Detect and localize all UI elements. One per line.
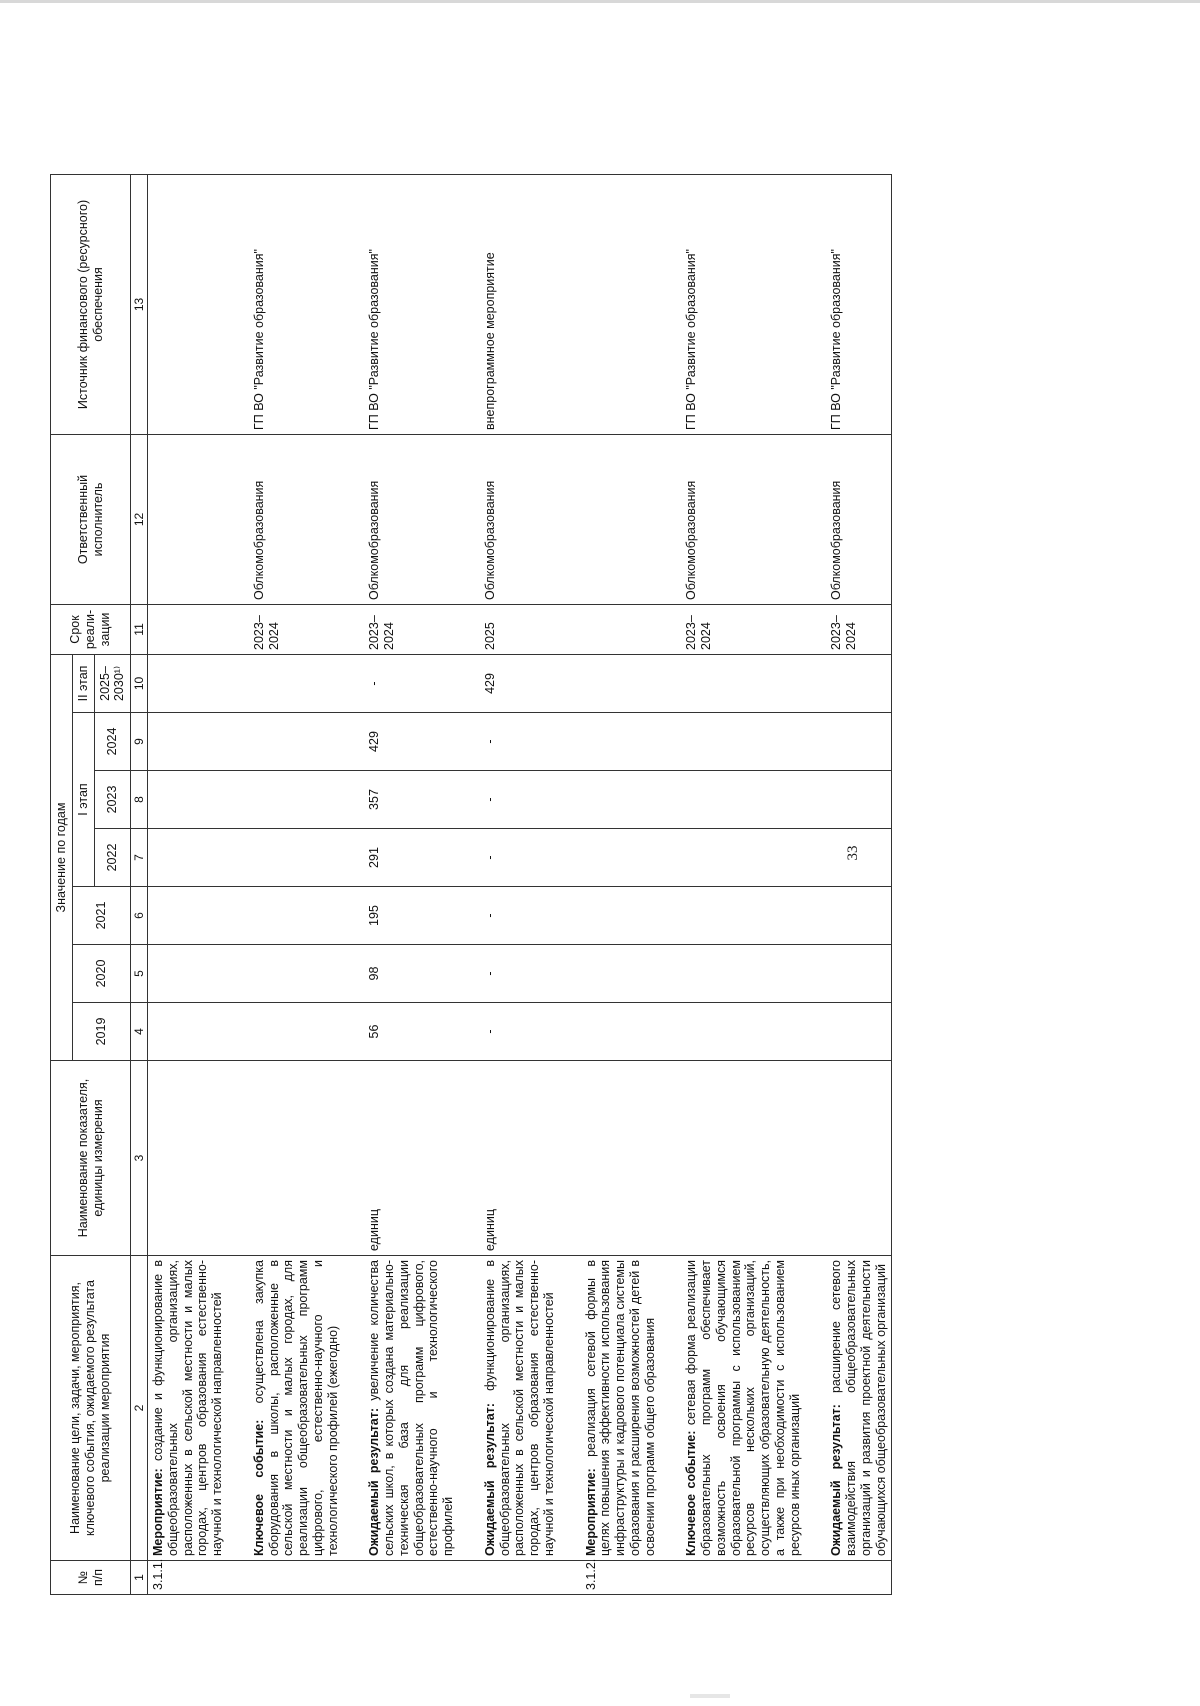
table-row (805, 174, 892, 1594)
cell-v2021 (148, 887, 228, 945)
cell-v2025 (228, 654, 344, 712)
row-label: Ключевое событие: (684, 1430, 699, 1556)
table-row (459, 174, 560, 1594)
row-text: создание и функционирование в общеобразовательных организациях, расположенных в сельской местности и малых городах, центров образования естественно-научной и технологической направленностей (151, 1260, 225, 1556)
cell-term: 2023–2024 (228, 604, 344, 654)
cell-v2019 (560, 1003, 661, 1061)
cell-v2025 (805, 654, 892, 712)
cell-no (805, 1561, 892, 1595)
cell-v2020: 98 (343, 945, 459, 1003)
header-indicator: Наименование показателя, единицы измерения (51, 1061, 131, 1256)
row-description (148, 1256, 228, 1561)
cell-source: внепрограммное мероприятие (459, 174, 560, 434)
row-text: осуществлена закупка оборудования в школы, расположенные в сельской местности и малых городах, для реализации общеобразовательных программ цифрового, естественно-научного и технологического профилей (ежегодно) (251, 1260, 340, 1556)
rotated-table-sheet (50, 95, 1150, 1655)
cell-executor (560, 434, 661, 604)
scan-artifact (690, 1694, 730, 1698)
row-label: Мероприятие: (583, 1468, 598, 1556)
column-number: 11 (131, 604, 148, 654)
cell-no (459, 1561, 560, 1595)
cell-term: 2023–2024 (660, 604, 805, 654)
cell-indicator (660, 1061, 805, 1256)
cell-v2023 (228, 771, 344, 829)
header-term: Срок реали- зации (51, 604, 131, 654)
cell-term (148, 604, 228, 654)
row-description (343, 1256, 459, 1561)
cell-indicator (560, 1061, 661, 1256)
cell-v2024 (660, 713, 805, 771)
column-number: 8 (131, 771, 148, 829)
cell-executor: Облкомобразования (805, 434, 892, 604)
cell-source: ГП ВО "Развитие образования" (228, 174, 344, 434)
column-number: 9 (131, 713, 148, 771)
cell-v2020: - (459, 945, 560, 1003)
cell-v2019: - (459, 1003, 560, 1061)
cell-v2024: 429 (343, 713, 459, 771)
cell-v2021 (228, 887, 344, 945)
cell-term: 2023–2024 (343, 604, 459, 654)
cell-v2019 (660, 1003, 805, 1061)
cell-v2025 (148, 654, 228, 712)
cell-v2023: 357 (343, 771, 459, 829)
cell-v2020 (148, 945, 228, 1003)
row-description (805, 1256, 892, 1561)
column-number: 12 (131, 434, 148, 604)
cell-term: 2023–2024 (805, 604, 892, 654)
cell-indicator: единиц (459, 1061, 560, 1256)
table-row (660, 174, 805, 1594)
column-number: 10 (131, 654, 148, 712)
cell-source (560, 174, 661, 434)
cell-source: ГП ВО "Развитие образования" (805, 174, 892, 434)
row-label: Ключевое событие: (251, 1419, 266, 1556)
header-2022: 2022 (94, 829, 131, 887)
header-stage-1: I этап (72, 713, 94, 887)
row-description (560, 1256, 661, 1561)
cell-v2020 (660, 945, 805, 1003)
cell-no (660, 1561, 805, 1595)
cell-v2019 (148, 1003, 228, 1061)
cell-no (228, 1561, 344, 1595)
cell-executor: Облкомобразования (228, 434, 344, 604)
cell-v2025 (660, 654, 805, 712)
row-text: увеличение количества сельских школ, в которых создана материально-техническая база для реализации общеобразовательных программ цифрового, естественно-научного и технологического профилей (367, 1259, 456, 1556)
cell-v2022 (805, 829, 892, 887)
cell-v2024 (148, 713, 228, 771)
cell-v2021 (660, 887, 805, 945)
header-no: № п/п (51, 1561, 131, 1595)
header-name: Наименование цели, задачи, мероприятия, ключевого события, ожидаемого результата реализации мероприятия (51, 1256, 131, 1561)
cell-source: ГП ВО "Развитие образования" (660, 174, 805, 434)
cell-indicator (805, 1061, 892, 1256)
cell-v2025 (560, 654, 661, 712)
column-number: 3 (131, 1061, 148, 1256)
cell-executor: Облкомобразования (343, 434, 459, 604)
cell-v2023 (805, 771, 892, 829)
table-row (148, 174, 228, 1594)
cell-v2024: - (459, 713, 560, 771)
column-number: 1 (131, 1561, 148, 1595)
row-text: сетевая форма реализации образовательных программ обеспечивает возможность освоения обучающимся образовательной программы с использованием ресурсов нескольких организаций, осуществляющих образовательную деятельность, а также при необходимости с использованием ресурсов иных организаций (684, 1260, 802, 1556)
cell-v2021 (805, 887, 892, 945)
cell-v2024 (805, 713, 892, 771)
scan-top-edge (0, 0, 1200, 3)
cell-v2022 (148, 829, 228, 887)
cell-no: 3.1.1. (148, 1561, 228, 1595)
cell-v2021: 195 (343, 887, 459, 945)
cell-v2023: - (459, 771, 560, 829)
cell-term (560, 604, 661, 654)
header-executor: Ответственный исполнитель (51, 434, 131, 604)
cell-indicator (228, 1061, 344, 1256)
cell-v2019 (805, 1003, 892, 1061)
table-body (148, 174, 892, 1594)
page-number: 33 (845, 845, 861, 861)
table-row (560, 174, 661, 1594)
cell-no (343, 1561, 459, 1595)
cell-v2019: 56 (343, 1003, 459, 1061)
cell-v2022 (228, 829, 344, 887)
cell-v2023 (660, 771, 805, 829)
table-row (228, 174, 344, 1594)
header-2021: 2021 (72, 887, 130, 945)
header-values-by-year: Значение по годам (51, 654, 73, 1060)
column-number: 13 (131, 174, 148, 434)
cell-v2022: - (459, 829, 560, 887)
row-description (459, 1256, 560, 1561)
row-text: расширение сетевого взаимодействия общеобразовательных организаций и развития проектной деятельности обучающихся общеобразовательных организаций (829, 1260, 888, 1556)
column-number: 2 (131, 1256, 148, 1561)
table-row (343, 174, 459, 1594)
cell-v2021: - (459, 887, 560, 945)
cell-v2023 (560, 771, 661, 829)
cell-term: 2025 (459, 604, 560, 654)
cell-v2019 (228, 1003, 344, 1061)
cell-indicator: единиц (343, 1061, 459, 1256)
column-numbers-row (131, 174, 148, 1594)
header-stage-2: II этап (72, 654, 94, 712)
row-label: Ожидаемый результат: (367, 1407, 382, 1556)
program-measures-table (50, 174, 892, 1595)
column-number: 4 (131, 1003, 148, 1061)
header-2025-2030: 2025–2030¹⁾ (94, 654, 131, 712)
cell-v2020 (228, 945, 344, 1003)
cell-v2022 (560, 829, 661, 887)
cell-executor: Облкомобразования (459, 434, 560, 604)
cell-v2025: - (343, 654, 459, 712)
header-2024: 2024 (94, 713, 131, 771)
row-label: Ожидаемый результат: (829, 1404, 844, 1556)
cell-source (148, 174, 228, 434)
cell-executor: Облкомобразования (660, 434, 805, 604)
row-description (660, 1256, 805, 1561)
column-number: 6 (131, 887, 148, 945)
cell-executor (148, 434, 228, 604)
cell-v2020 (805, 945, 892, 1003)
header-2019: 2019 (72, 1003, 130, 1061)
cell-v2022: 291 (343, 829, 459, 887)
cell-v2024 (560, 713, 661, 771)
row-label: Мероприятие: (151, 1468, 166, 1556)
cell-v2022 (660, 829, 805, 887)
cell-v2024 (228, 713, 344, 771)
cell-no: 3.1.2. (560, 1561, 661, 1595)
column-number: 7 (131, 829, 148, 887)
cell-indicator (148, 1061, 228, 1256)
cell-v2020 (560, 945, 661, 1003)
cell-v2021 (560, 887, 661, 945)
cell-source: ГП ВО "Развитие образования" (343, 174, 459, 434)
row-label: Ожидаемый результат: (482, 1403, 497, 1556)
cell-v2025: 429 (459, 654, 560, 712)
column-number: 5 (131, 945, 148, 1003)
row-text: реализация сетевой формы в целях повышения эффективности использования инфраструктуры и кадрового потенциала системы образования и расширения возможностей детей в освоении программ общего образования (583, 1260, 657, 1556)
header-2020: 2020 (72, 945, 130, 1003)
header-2023: 2023 (94, 771, 131, 829)
header-source: Источник финансового (ресурсного) обеспечения (51, 174, 131, 434)
cell-v2023 (148, 771, 228, 829)
row-description (228, 1256, 344, 1561)
row-text: функционирование в общеобразовательных организациях, расположенных в сельской местности и малых городах, центров образования естественно-научной и технологической направленностей (482, 1260, 556, 1556)
